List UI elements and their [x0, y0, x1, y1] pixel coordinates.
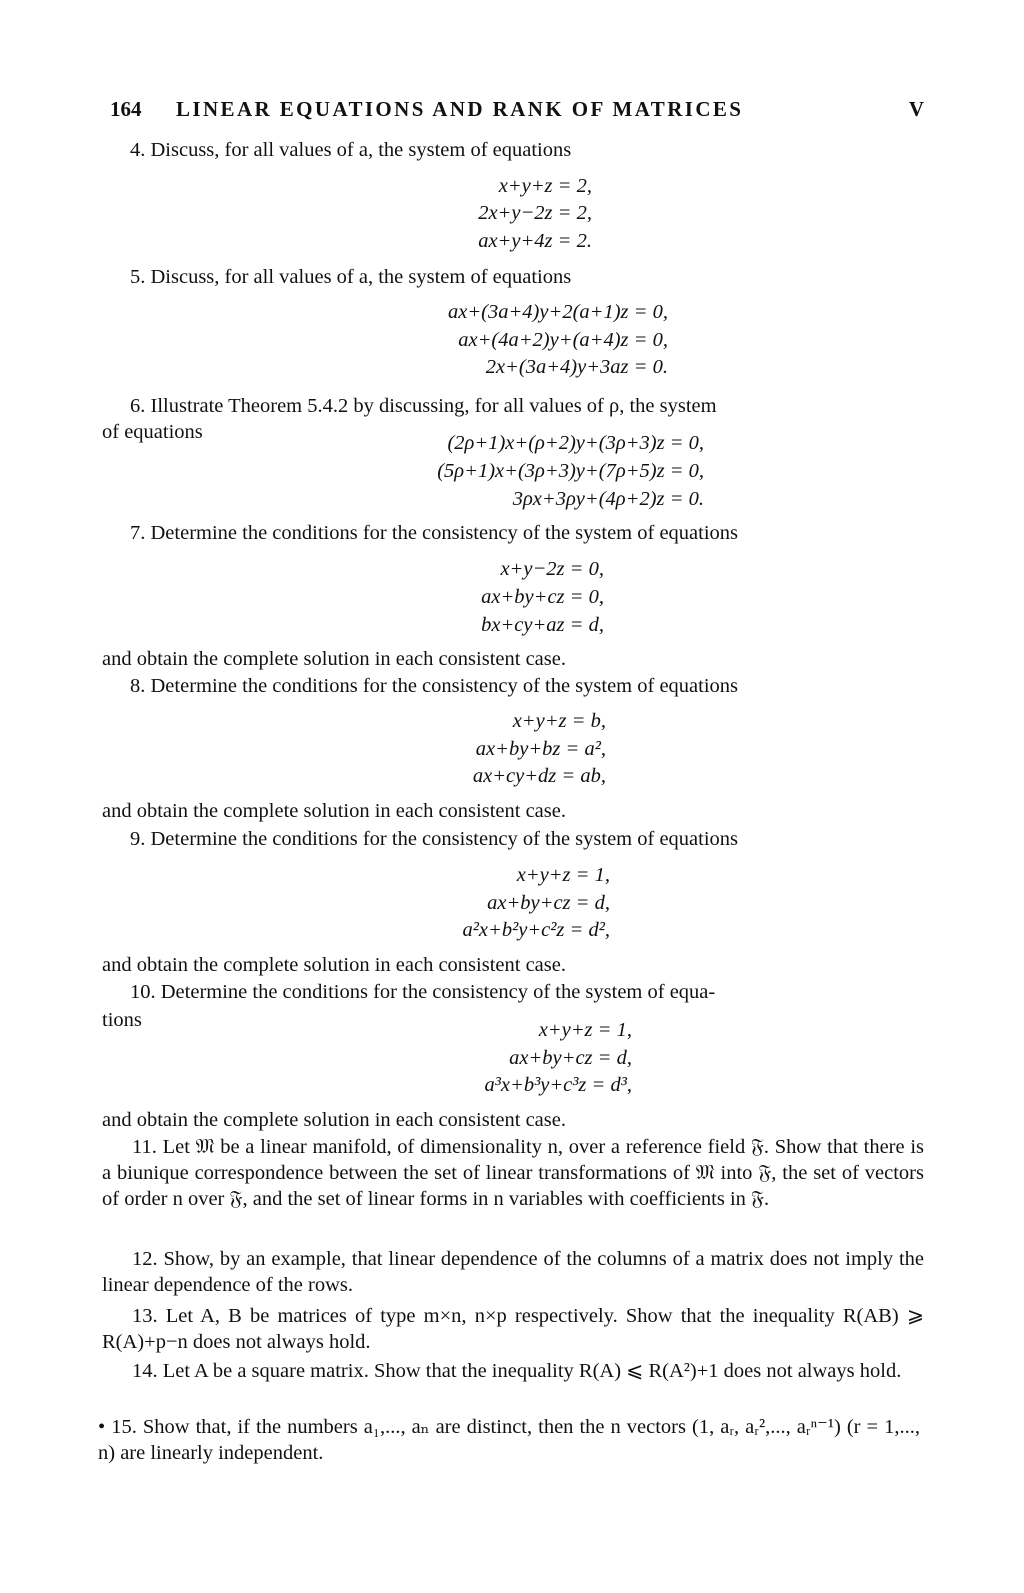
problem-8-text: 8. Determine the conditions for the consistency of the system of equations	[130, 675, 739, 697]
problem-5-text: 5. Discuss, for all values of a, the system of equations	[130, 266, 572, 288]
problem-7-equation-3: bx+cy+az = d,	[481, 614, 604, 636]
problem-10-text-continued: tions	[102, 1009, 142, 1031]
chapter-title: LINEAR EQUATIONS AND RANK OF MATRICES	[176, 97, 744, 121]
problem-5-equation-2: ax+(4a+2)y+(a+4)z = 0,	[458, 329, 668, 351]
problem-10-equation-1: x+y+z = 1,	[538, 1019, 632, 1041]
problem-4-text: 4. Discuss, for all values of a, the system of equations	[130, 139, 572, 161]
problem-5-equation-1: ax+(3a+4)y+2(a+1)z = 0,	[447, 301, 668, 323]
problem-9-equation-3: a²x+b²y+c²z = d²,	[462, 919, 610, 941]
problem-9-equation-1: x+y+z = 1,	[516, 864, 610, 886]
problem-10-text: 10. Determine the conditions for the consistency of the system of equa-	[130, 981, 716, 1003]
problem-9-equation-2: ax+by+cz = d,	[487, 892, 610, 914]
problem-15-text: • 15. Show that, if the numbers a₁,..., aₙ are distinct, then the n vectors (1, aᵣ, aᵣ²,..., aᵣⁿ⁻¹) (r = 1,..., n) are linearly independent.	[98, 1416, 920, 1464]
problem-4-equation-3: ax+y+4z = 2.	[478, 230, 592, 252]
problem-10-text-after: and obtain the complete solution in each consistent case.	[102, 1109, 566, 1131]
problem-8-text-after: and obtain the complete solution in each consistent case.	[102, 800, 566, 822]
problem-4-equation-2: 2x+y−2z = 2,	[478, 202, 592, 224]
problem-8-equation-1: x+y+z = b,	[512, 710, 606, 732]
problem-7-text: 7. Determine the conditions for the consistency of the system of equations	[130, 522, 739, 544]
chapter-number: V	[908, 97, 924, 121]
problem-6-equation-2: (5ρ+1)x+(3ρ+3)y+(7ρ+5)z = 0,	[437, 460, 704, 482]
problem-9-text-after: and obtain the complete solution in each consistent case.	[102, 954, 566, 976]
problem-6-text-continued: of equations	[102, 421, 203, 443]
problem-6-text: 6. Illustrate Theorem 5.4.2 by discussing, for all values of ρ, the system	[130, 395, 717, 417]
problem-12-text: 12. Show, by an example, that linear dependence of the columns of a matrix does not imply the linear dependence of the rows.	[102, 1248, 924, 1296]
problem-8-equation-3: ax+cy+dz = ab,	[472, 765, 606, 787]
problem-5-equation-3: 2x+(3a+4)y+3az = 0.	[485, 356, 668, 378]
problem-14-text: 14. Let A be a square matrix. Show that the inequality R(A) ⩽ R(A²)+1 does not always hold.	[132, 1360, 902, 1382]
problem-7-equation-2: ax+by+cz = 0,	[481, 586, 604, 608]
problem-7-text-after: and obtain the complete solution in each consistent case.	[102, 648, 566, 670]
page-number: 164	[110, 97, 142, 121]
problem-10-equation-3: a³x+b³y+c³z = d³,	[484, 1074, 632, 1096]
problem-6-equation-3: 3ρx+3ρy+(4ρ+2)z = 0.	[512, 488, 704, 510]
problem-9-text: 9. Determine the conditions for the consistency of the system of equations	[130, 828, 739, 850]
problem-7-equation-1: x+y−2z = 0,	[500, 558, 604, 580]
problem-11-text: 11. Let 𝔐 be a linear manifold, of dimensionality n, over a reference field 𝔉. Show that there is a biunique correspondence between the set of linear transformations of 𝔐 into 𝔉, the set of vectors of order n over 𝔉, and the set of linear forms in n variables with coefficients in 𝔉.	[102, 1136, 924, 1210]
problem-4-equation-1: x+y+z = 2,	[498, 175, 592, 197]
problem-10-equation-2: ax+by+cz = d,	[509, 1047, 632, 1069]
problem-6-equation-1: (2ρ+1)x+(ρ+2)y+(3ρ+3)z = 0,	[447, 432, 704, 454]
problem-8-equation-2: ax+by+bz = a²,	[475, 738, 606, 760]
problem-13-text: 13. Let A, B be matrices of type m×n, n×p respectively. Show that the inequality R(AB) ⩾ R(A)+p−n does not always hold.	[102, 1305, 924, 1353]
running-header	[110, 96, 924, 126]
